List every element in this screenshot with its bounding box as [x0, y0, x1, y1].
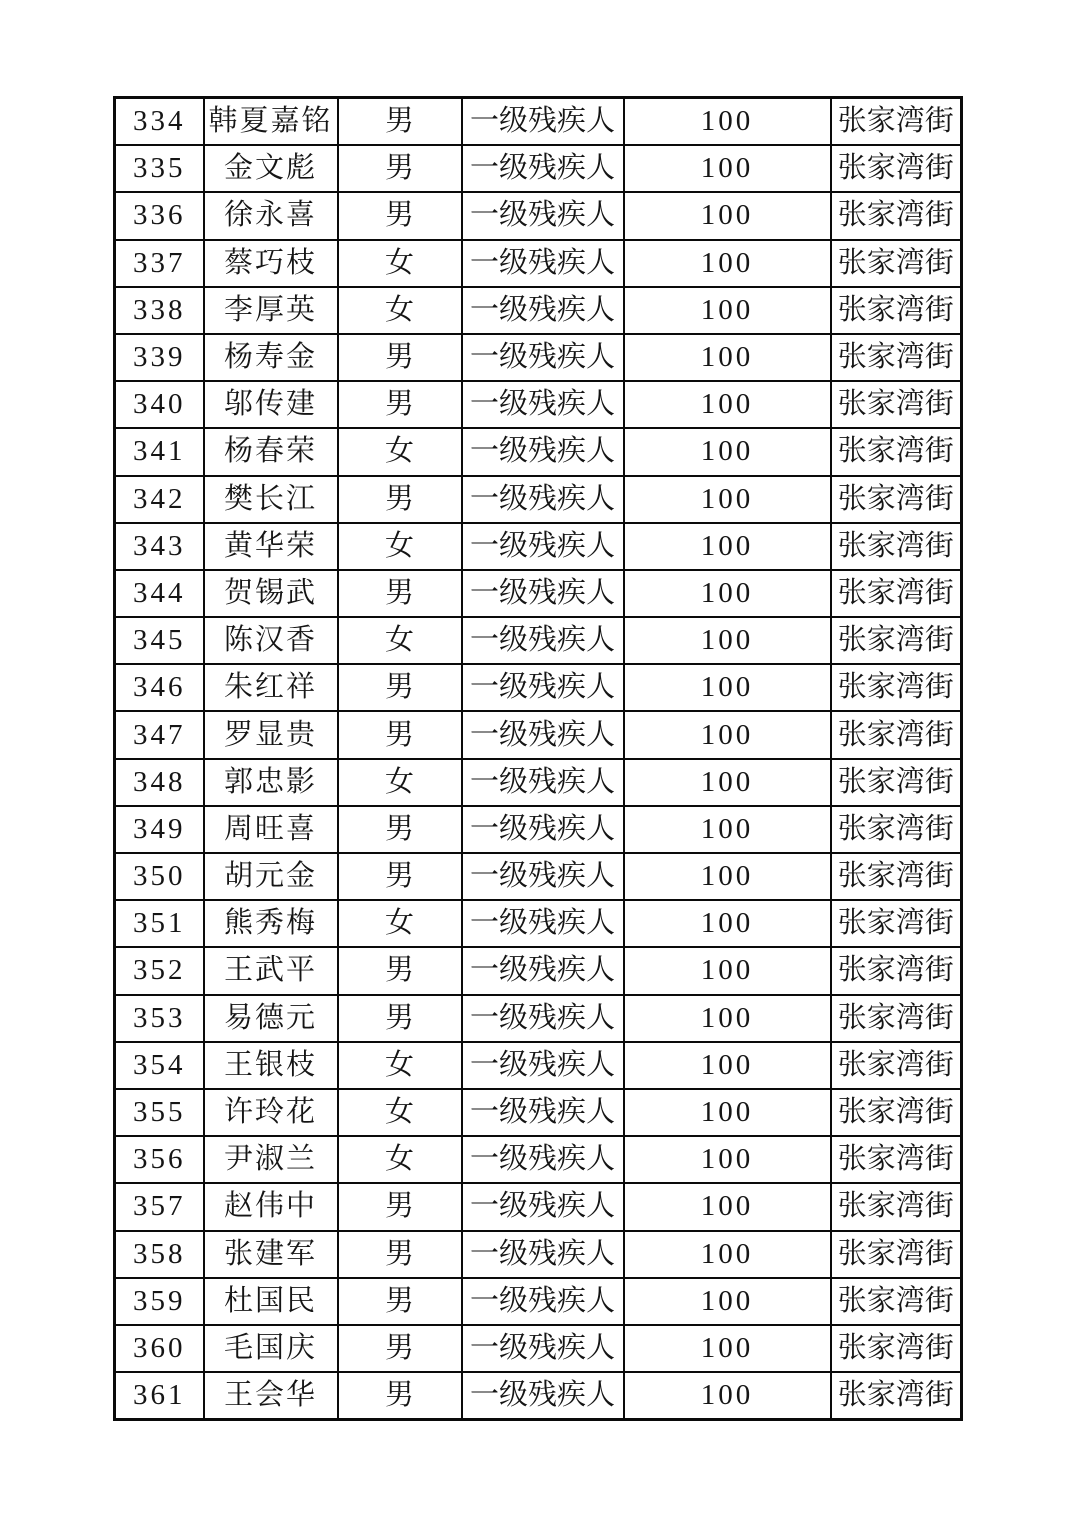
- cell-category: 一级残疾人: [462, 334, 624, 381]
- cell-street: 张家湾街: [831, 806, 962, 853]
- cell-name: 蔡巧枝: [204, 240, 338, 287]
- cell-name: 周旺喜: [204, 806, 338, 853]
- cell-category: 一级残疾人: [462, 1372, 624, 1420]
- table-row: [115, 617, 962, 664]
- cell-amount: 100: [624, 806, 831, 853]
- cell-name: 徐永喜: [204, 192, 338, 239]
- table-row: [115, 381, 962, 428]
- cell-serial: 334: [115, 98, 204, 146]
- cell-serial: 346: [115, 664, 204, 711]
- cell-street: 张家湾街: [831, 428, 962, 475]
- cell-category: 一级残疾人: [462, 476, 624, 523]
- cell-street: 张家湾街: [831, 334, 962, 381]
- table-row: [115, 1089, 962, 1136]
- table-row: [115, 806, 962, 853]
- table-row: [115, 145, 962, 192]
- cell-amount: 100: [624, 523, 831, 570]
- table-row: [115, 240, 962, 287]
- cell-category: 一级残疾人: [462, 1042, 624, 1089]
- cell-serial: 356: [115, 1136, 204, 1183]
- table-row: [115, 1278, 962, 1325]
- table-row: [115, 1325, 962, 1372]
- cell-serial: 355: [115, 1089, 204, 1136]
- cell-serial: 359: [115, 1278, 204, 1325]
- cell-street: 张家湾街: [831, 995, 962, 1042]
- cell-gender: 女: [338, 1089, 462, 1136]
- cell-amount: 100: [624, 1372, 831, 1420]
- cell-gender: 男: [338, 476, 462, 523]
- cell-amount: 100: [624, 1136, 831, 1183]
- cell-serial: 338: [115, 287, 204, 334]
- cell-name: 樊长江: [204, 476, 338, 523]
- cell-category: 一级残疾人: [462, 240, 624, 287]
- cell-name: 杨寿金: [204, 334, 338, 381]
- table-row: [115, 711, 962, 758]
- cell-amount: 100: [624, 98, 831, 146]
- cell-name: 杜国民: [204, 1278, 338, 1325]
- cell-gender: 男: [338, 995, 462, 1042]
- cell-gender: 男: [338, 664, 462, 711]
- table-row: [115, 523, 962, 570]
- cell-category: 一级残疾人: [462, 947, 624, 994]
- cell-gender: 女: [338, 1042, 462, 1089]
- cell-amount: 100: [624, 853, 831, 900]
- cell-amount: 100: [624, 1089, 831, 1136]
- cell-gender: 男: [338, 145, 462, 192]
- cell-gender: 男: [338, 947, 462, 994]
- cell-serial: 341: [115, 428, 204, 475]
- cell-gender: 男: [338, 1278, 462, 1325]
- cell-street: 张家湾街: [831, 1136, 962, 1183]
- cell-category: 一级残疾人: [462, 523, 624, 570]
- cell-serial: 360: [115, 1325, 204, 1372]
- cell-amount: 100: [624, 476, 831, 523]
- cell-amount: 100: [624, 287, 831, 334]
- cell-street: 张家湾街: [831, 98, 962, 146]
- cell-serial: 340: [115, 381, 204, 428]
- cell-amount: 100: [624, 759, 831, 806]
- cell-street: 张家湾街: [831, 900, 962, 947]
- table-body: [115, 98, 962, 1420]
- table-row: [115, 995, 962, 1042]
- table-row: [115, 1183, 962, 1230]
- cell-name: 郭忠影: [204, 759, 338, 806]
- cell-amount: 100: [624, 381, 831, 428]
- cell-amount: 100: [624, 995, 831, 1042]
- cell-name: 陈汉香: [204, 617, 338, 664]
- cell-gender: 女: [338, 617, 462, 664]
- cell-amount: 100: [624, 145, 831, 192]
- cell-amount: 100: [624, 1042, 831, 1089]
- cell-category: 一级残疾人: [462, 900, 624, 947]
- cell-name: 邬传建: [204, 381, 338, 428]
- cell-name: 王银枝: [204, 1042, 338, 1089]
- cell-street: 张家湾街: [831, 1183, 962, 1230]
- table-row: [115, 853, 962, 900]
- cell-street: 张家湾街: [831, 1231, 962, 1278]
- cell-category: 一级残疾人: [462, 381, 624, 428]
- cell-gender: 女: [338, 900, 462, 947]
- cell-amount: 100: [624, 1325, 831, 1372]
- cell-amount: 100: [624, 1231, 831, 1278]
- cell-category: 一级残疾人: [462, 664, 624, 711]
- cell-gender: 女: [338, 1136, 462, 1183]
- cell-gender: 男: [338, 1183, 462, 1230]
- cell-serial: 353: [115, 995, 204, 1042]
- cell-street: 张家湾街: [831, 192, 962, 239]
- cell-category: 一级残疾人: [462, 711, 624, 758]
- cell-amount: 100: [624, 334, 831, 381]
- cell-name: 罗显贵: [204, 711, 338, 758]
- cell-name: 胡元金: [204, 853, 338, 900]
- cell-amount: 100: [624, 711, 831, 758]
- cell-category: 一级残疾人: [462, 428, 624, 475]
- cell-category: 一级残疾人: [462, 145, 624, 192]
- cell-serial: 361: [115, 1372, 204, 1420]
- cell-category: 一级残疾人: [462, 1089, 624, 1136]
- cell-street: 张家湾街: [831, 476, 962, 523]
- cell-name: 熊秀梅: [204, 900, 338, 947]
- cell-gender: 女: [338, 287, 462, 334]
- cell-category: 一级残疾人: [462, 759, 624, 806]
- cell-name: 韩夏嘉铭: [204, 98, 338, 146]
- cell-category: 一级残疾人: [462, 192, 624, 239]
- cell-serial: 339: [115, 334, 204, 381]
- cell-name: 王会华: [204, 1372, 338, 1420]
- cell-gender: 男: [338, 1325, 462, 1372]
- table-row: [115, 570, 962, 617]
- cell-street: 张家湾街: [831, 759, 962, 806]
- table-row: [115, 947, 962, 994]
- cell-name: 朱红祥: [204, 664, 338, 711]
- table-row: [115, 1042, 962, 1089]
- cell-street: 张家湾街: [831, 1278, 962, 1325]
- cell-category: 一级残疾人: [462, 287, 624, 334]
- table-row: [115, 759, 962, 806]
- table-row: [115, 334, 962, 381]
- cell-gender: 女: [338, 240, 462, 287]
- cell-gender: 男: [338, 192, 462, 239]
- cell-street: 张家湾街: [831, 617, 962, 664]
- table-row: [115, 900, 962, 947]
- cell-gender: 男: [338, 98, 462, 146]
- cell-amount: 100: [624, 1278, 831, 1325]
- cell-category: 一级残疾人: [462, 1136, 624, 1183]
- cell-serial: 352: [115, 947, 204, 994]
- cell-street: 张家湾街: [831, 711, 962, 758]
- cell-category: 一级残疾人: [462, 617, 624, 664]
- cell-serial: 335: [115, 145, 204, 192]
- table-row: [115, 192, 962, 239]
- cell-amount: 100: [624, 240, 831, 287]
- cell-gender: 男: [338, 1372, 462, 1420]
- cell-gender: 男: [338, 570, 462, 617]
- cell-name: 黄华荣: [204, 523, 338, 570]
- cell-category: 一级残疾人: [462, 1231, 624, 1278]
- cell-name: 许玲花: [204, 1089, 338, 1136]
- cell-amount: 100: [624, 428, 831, 475]
- cell-amount: 100: [624, 570, 831, 617]
- cell-category: 一级残疾人: [462, 98, 624, 146]
- cell-serial: 350: [115, 853, 204, 900]
- cell-street: 张家湾街: [831, 1089, 962, 1136]
- cell-serial: 351: [115, 900, 204, 947]
- table-row: [115, 428, 962, 475]
- cell-category: 一级残疾人: [462, 1325, 624, 1372]
- cell-amount: 100: [624, 947, 831, 994]
- cell-street: 张家湾街: [831, 523, 962, 570]
- table-row: [115, 1231, 962, 1278]
- cell-gender: 男: [338, 381, 462, 428]
- cell-street: 张家湾街: [831, 664, 962, 711]
- cell-amount: 100: [624, 1183, 831, 1230]
- cell-serial: 354: [115, 1042, 204, 1089]
- cell-serial: 348: [115, 759, 204, 806]
- cell-serial: 337: [115, 240, 204, 287]
- table-row: [115, 287, 962, 334]
- table-row: [115, 1136, 962, 1183]
- cell-category: 一级残疾人: [462, 806, 624, 853]
- cell-name: 金文彪: [204, 145, 338, 192]
- table-row: [115, 664, 962, 711]
- cell-gender: 男: [338, 711, 462, 758]
- cell-gender: 男: [338, 334, 462, 381]
- cell-category: 一级残疾人: [462, 1183, 624, 1230]
- cell-name: 张建军: [204, 1231, 338, 1278]
- cell-serial: 343: [115, 523, 204, 570]
- cell-serial: 344: [115, 570, 204, 617]
- cell-serial: 347: [115, 711, 204, 758]
- cell-name: 尹淑兰: [204, 1136, 338, 1183]
- cell-street: 张家湾街: [831, 1372, 962, 1420]
- cell-serial: 345: [115, 617, 204, 664]
- cell-serial: 358: [115, 1231, 204, 1278]
- cell-name: 毛国庆: [204, 1325, 338, 1372]
- cell-gender: 男: [338, 1231, 462, 1278]
- cell-street: 张家湾街: [831, 947, 962, 994]
- cell-category: 一级残疾人: [462, 853, 624, 900]
- cell-category: 一级残疾人: [462, 995, 624, 1042]
- cell-amount: 100: [624, 192, 831, 239]
- cell-name: 杨春荣: [204, 428, 338, 475]
- cell-gender: 男: [338, 853, 462, 900]
- cell-gender: 女: [338, 428, 462, 475]
- cell-gender: 女: [338, 523, 462, 570]
- table-row: [115, 476, 962, 523]
- beneficiary-table: [113, 96, 963, 1421]
- cell-street: 张家湾街: [831, 570, 962, 617]
- cell-amount: 100: [624, 900, 831, 947]
- table-row: [115, 1372, 962, 1420]
- cell-gender: 女: [338, 759, 462, 806]
- cell-street: 张家湾街: [831, 1042, 962, 1089]
- cell-serial: 342: [115, 476, 204, 523]
- cell-street: 张家湾街: [831, 381, 962, 428]
- cell-serial: 357: [115, 1183, 204, 1230]
- cell-street: 张家湾街: [831, 240, 962, 287]
- cell-serial: 336: [115, 192, 204, 239]
- cell-gender: 男: [338, 806, 462, 853]
- cell-name: 易德元: [204, 995, 338, 1042]
- cell-serial: 349: [115, 806, 204, 853]
- cell-street: 张家湾街: [831, 1325, 962, 1372]
- cell-category: 一级残疾人: [462, 1278, 624, 1325]
- cell-street: 张家湾街: [831, 853, 962, 900]
- table-row: [115, 98, 962, 146]
- cell-street: 张家湾街: [831, 287, 962, 334]
- cell-amount: 100: [624, 664, 831, 711]
- cell-amount: 100: [624, 617, 831, 664]
- cell-name: 李厚英: [204, 287, 338, 334]
- cell-name: 赵伟中: [204, 1183, 338, 1230]
- cell-street: 张家湾街: [831, 145, 962, 192]
- cell-name: 贺锡武: [204, 570, 338, 617]
- cell-name: 王武平: [204, 947, 338, 994]
- cell-category: 一级残疾人: [462, 570, 624, 617]
